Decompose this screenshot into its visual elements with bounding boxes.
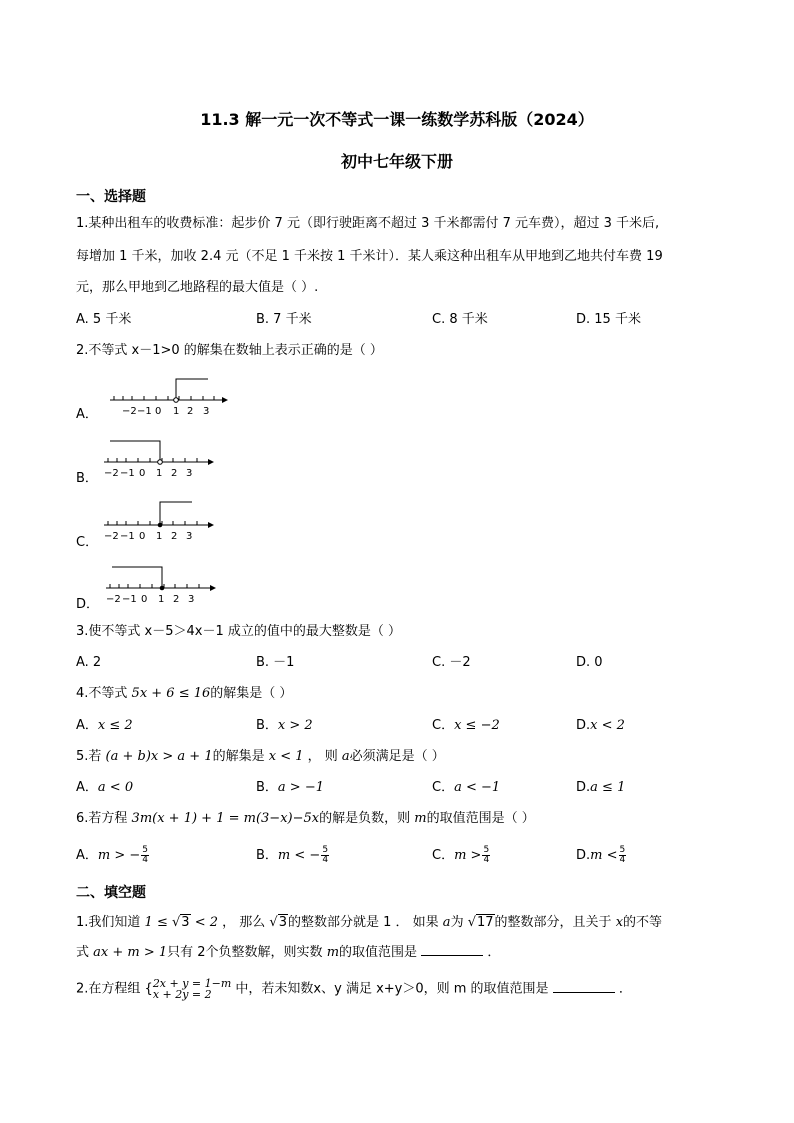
q4-option-a[interactable]: A．x ≤ 2 <box>76 718 133 733</box>
q4-option-d[interactable]: D.x < 2 <box>576 718 625 733</box>
q1-option-b[interactable]: B. 7 千米 <box>256 312 312 327</box>
q6-option-c[interactable]: C．m > $\frac{5}{4}$ <box>432 845 490 865</box>
tick-label-1: 1 <box>156 531 163 541</box>
q4-option-b[interactable]: B．x > 2 <box>256 718 313 733</box>
tick-label-1: 1 <box>173 406 180 416</box>
q1-option-c[interactable]: C. 8 千米 <box>432 312 488 327</box>
q2-option-b-label[interactable]: B． <box>76 471 98 486</box>
q5-option-b[interactable]: B．a > −1 <box>256 780 324 795</box>
tick-label-neg1: −1 <box>120 531 135 541</box>
q5-option-d[interactable]: D.a ≤ 1 <box>576 780 626 795</box>
q4-option-c[interactable]: C．x ≤ −2 <box>432 718 500 733</box>
f1-answer-blank[interactable] <box>421 943 483 956</box>
q1-line3: 元，那么甲地到乙地路程的最大值是（ ）. <box>76 280 319 295</box>
q4-stem: 4.不等式 5x + 6 ≤ 16的解集是（ ） <box>76 686 293 701</box>
q2-option-d-label[interactable]: D． <box>76 597 100 612</box>
f2-equation-system: 2x + y = 1−m x + 2y = 2 <box>152 977 232 1001</box>
tick-label-3: 3 <box>203 406 210 416</box>
tick-label-2: 2 <box>171 531 178 541</box>
q1-line1: 1.某种出租车的收费标准：起步价 7 元（即行驶距离不超过 3 千米都需付 7 元车费），超过 3 千米后, <box>76 216 660 231</box>
tick-label-2: 2 <box>171 468 178 478</box>
tick-label-0: 0 <box>139 531 146 541</box>
q2-stem: 2.不等式 x－1>0 的解集在数轴上表示正确的是（ ） <box>76 343 383 358</box>
tick-label-1: 1 <box>156 468 163 478</box>
q3-option-d[interactable]: D. 0 <box>576 655 603 670</box>
f1-line1: 1.我们知道 1 ≤ √3 < 2 ， 那么 √3的整数部分就是 1 ． 如果 a为 √17的整数部分，且关于 x的不等 <box>76 915 663 930</box>
q4-inequality: 5x + 6 ≤ 16 <box>131 686 211 701</box>
tick-label-3: 3 <box>186 468 193 478</box>
section-heading-fill: 二、填空题 <box>76 885 146 901</box>
q6-stem: 6.若方程 3m(x + 1) + 1 = m(3−x)−5x的解是负数，则 m的取值范围是（ ） <box>76 811 535 826</box>
q5-stem: 5.若 (a + b)x > a + 1的解集是 x < 1 ， 则 a必须满足是（ ） <box>76 749 445 764</box>
page-subtitle: 初中七年级下册 <box>340 152 453 171</box>
q2-option-a-numberline[interactable] <box>104 374 228 416</box>
q1-line2: 每增加 1 千米，加收 2.4 元（不足 1 千米按 1 千米计）．某人乘这种出租车从甲地到乙地共付车费 19 <box>76 249 663 264</box>
q3-option-c[interactable]: C. －2 <box>432 655 471 670</box>
tick-label-neg1: −1 <box>137 406 152 416</box>
q6-option-d[interactable]: D.m < $\frac{5}{4}$ <box>576 845 626 865</box>
tick-label-1: 1 <box>158 594 165 604</box>
tick-label-neg1: −1 <box>122 594 137 604</box>
f2-answer-blank[interactable] <box>553 980 615 993</box>
tick-label-3: 3 <box>186 531 193 541</box>
q5-option-c[interactable]: C．a < −1 <box>432 780 501 795</box>
q2-option-d-numberline[interactable] <box>100 562 224 604</box>
q5-option-a[interactable]: A．a < 0 <box>76 780 134 795</box>
tick-label-0: 0 <box>139 468 146 478</box>
q2-option-c-numberline[interactable] <box>98 499 222 541</box>
q2-option-c-label[interactable]: C． <box>76 535 99 550</box>
q3-option-a[interactable]: A. 2 <box>76 655 102 670</box>
q2-option-b-numberline[interactable] <box>98 436 222 478</box>
tick-label-neg1: −1 <box>120 468 135 478</box>
tick-label-2: 2 <box>173 594 180 604</box>
f1-line2: 式 ax + m > 1只有 2个负整数解，则实数 m的取值范围是 ． <box>76 945 501 960</box>
page-title: 11.3 解一元一次不等式一课一练数学苏科版（2024） <box>200 110 594 129</box>
tick-label-neg2: −2 <box>122 406 137 416</box>
q1-option-d[interactable]: D. 15 千米 <box>576 312 641 327</box>
q1-option-a[interactable]: A. 5 千米 <box>76 312 132 327</box>
f2-stem: 2.在方程组 { 2x + y = 1−m x + 2y = 2 中，若未知数x、y 满足 x+y＞0，则 m 的取值范围是 ． <box>76 977 632 1001</box>
q2-option-a-label[interactable]: A． <box>76 407 98 422</box>
tick-label-2: 2 <box>187 406 194 416</box>
tick-label-0: 0 <box>141 594 148 604</box>
tick-label-neg2: −2 <box>104 531 119 541</box>
q6-option-b[interactable]: B．m < − $\frac{5}{4}$ <box>256 845 329 865</box>
q3-option-b[interactable]: B. －1 <box>256 655 295 670</box>
tick-label-neg2: −2 <box>104 468 119 478</box>
q3-stem: 3.使不等式 x－5＞4x－1 成立的值中的最大整数是（ ） <box>76 624 402 639</box>
q6-option-a[interactable]: A．m > − $\frac{5}{4}$ <box>76 845 149 865</box>
tick-label-0: 0 <box>155 406 162 416</box>
tick-label-3: 3 <box>188 594 195 604</box>
section-heading-choice: 一、选择题 <box>76 189 146 205</box>
tick-label-neg2: −2 <box>106 594 121 604</box>
